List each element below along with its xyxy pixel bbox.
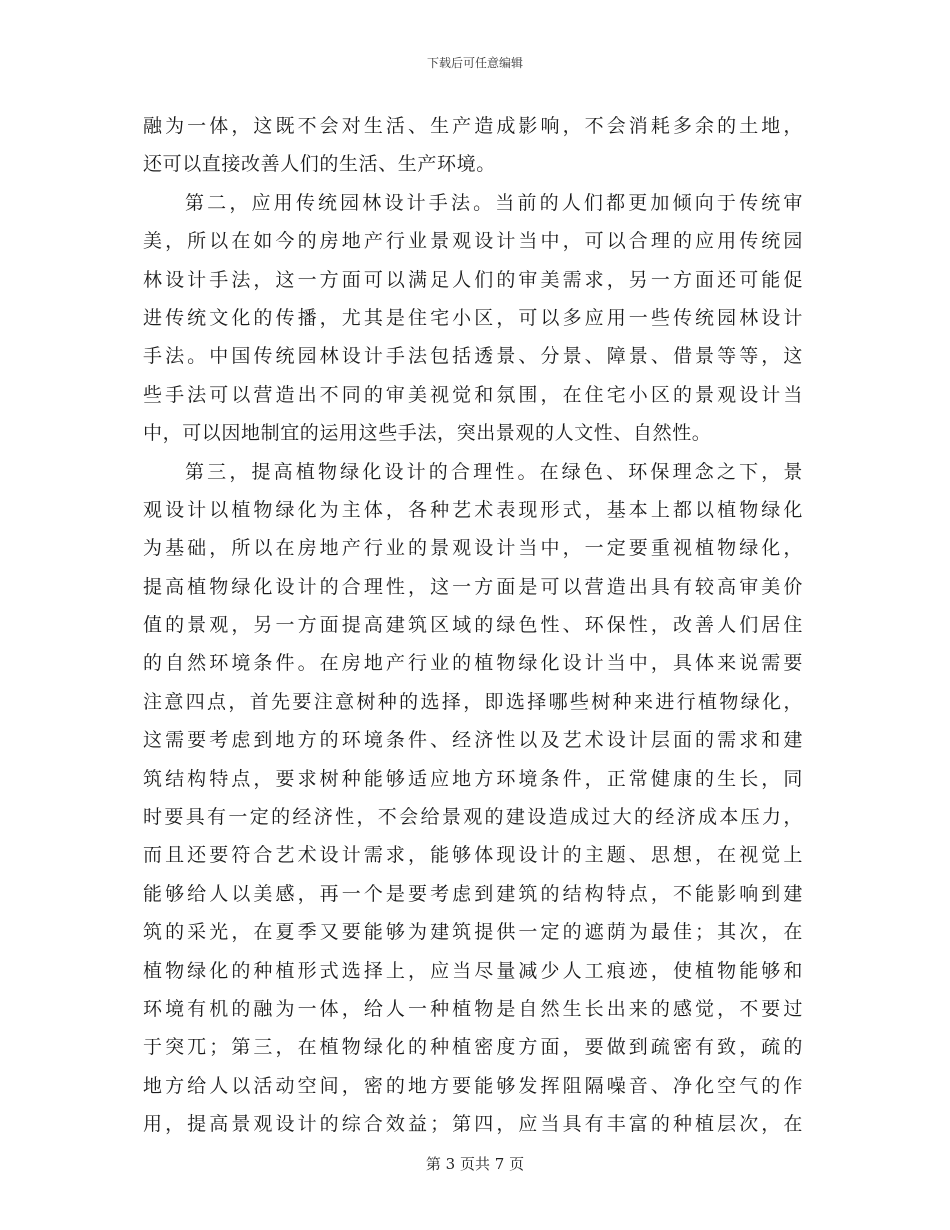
text-line: 植物绿化的种植形式选择上，应当尽量减少人工痕迹，使植物能够和 xyxy=(143,959,803,982)
text-line: 时要具有一定的经济性，不会给景观的建设造成过大的经济成本压力， xyxy=(143,806,803,829)
text-line: 筑的采光，在夏季又要能够为建筑提供一定的遮荫为最佳；其次，在 xyxy=(143,921,803,944)
text-line: 观设计以植物绿化为主体，各种艺术表现形式，基本上都以植物绿化 xyxy=(143,498,803,521)
text-line: 还可以直接改善人们的生活、生产环境。 xyxy=(143,153,496,176)
document-body xyxy=(143,107,803,1144)
page-footer: 第 3 页共 7 页 xyxy=(425,1155,525,1173)
text-line: 用，提高景观设计的综合效益；第四，应当具有丰富的种植层次，在 xyxy=(143,1113,803,1136)
text-line: 于突兀；第三，在植物绿化的种植密度方面，要做到疏密有致，疏的 xyxy=(143,1036,803,1059)
text-line: 值的景观，另一方面提高建筑区域的绿色性、环保性，改善人们居住 xyxy=(143,614,803,637)
text-line: 提高植物绿化设计的合理性，这一方面是可以营造出具有较高审美价 xyxy=(143,575,803,598)
page-header: 下载后可任意编辑 xyxy=(426,56,523,70)
text-line: 筑结构特点，要求树种能够适应地方环境条件，正常健康的生长，同 xyxy=(143,767,803,790)
text-line: 而且还要符合艺术设计需求，能够体现设计的主题、思想，在视觉上 xyxy=(143,844,803,867)
text-line: 地方给人以活动空间，密的地方要能够发挥阻隔噪音、净化空气的作 xyxy=(143,1074,803,1097)
text-line: 第二，应用传统园林设计手法。当前的人们都更加倾向于传统审 xyxy=(185,191,803,214)
text-line: 这需要考虑到地方的环境条件、经济性以及艺术设计层面的需求和建 xyxy=(143,729,803,752)
text-line: 中，可以因地制宜的运用这些手法，突出景观的人文性、自然性。 xyxy=(143,422,712,445)
text-line: 的自然环境条件。在房地产行业的植物绿化设计当中，具体来说需要 xyxy=(143,652,803,675)
text-line: 手法。中国传统园林设计手法包括透景、分景、障景、借景等等，这 xyxy=(143,345,803,368)
text-line: 注意四点，首先要注意树种的选择，即选择哪些树种来进行植物绿化， xyxy=(143,690,803,713)
text-line: 融为一体，这既不会对生活、生产造成影响，不会消耗多余的土地， xyxy=(143,115,803,137)
text-line: 环境有机的融为一体，给人一种植物是自然生长出来的感觉，不要过 xyxy=(143,997,803,1020)
text-line: 美，所以在如今的房地产行业景观设计当中，可以合理的应用传统园 xyxy=(143,230,803,253)
text-line: 第三，提高植物绿化设计的合理性。在绿色、环保理念之下，景 xyxy=(185,460,803,483)
text-line: 进传统文化的传播，尤其是住宅小区，可以多应用一些传统园林设计 xyxy=(143,306,803,329)
text-line: 些手法可以营造出不同的审美视觉和氛围，在住宅小区的景观设计当 xyxy=(143,383,803,406)
text-line: 林设计手法，这一方面可以满足人们的审美需求，另一方面还可能促 xyxy=(143,268,803,291)
text-line: 为基础，所以在房地产行业的景观设计当中，一定要重视植物绿化， xyxy=(143,537,803,560)
text-line: 能够给人以美感，再一个是要考虑到建筑的结构特点，不能影响到建 xyxy=(143,882,803,905)
